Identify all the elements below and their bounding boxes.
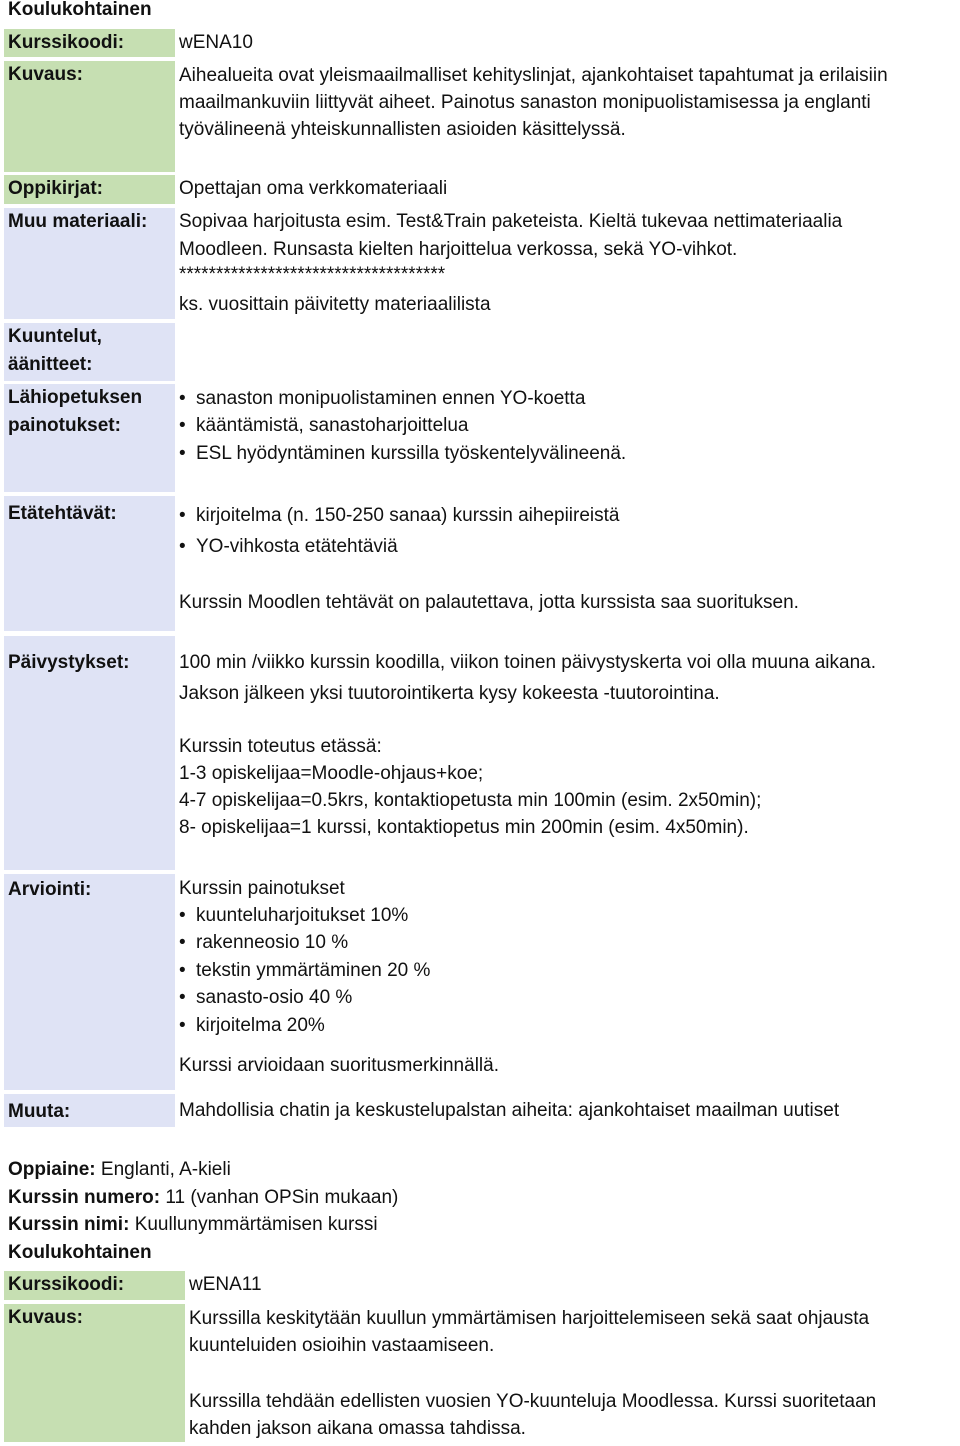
remote-tasks-label: Etätehtävät:: [4, 496, 175, 631]
subject-value: Englanti, A-kieli: [100, 1159, 231, 1180]
assessment-bullet: • sanasto-osio 40 %: [179, 984, 352, 1011]
listening-label-line1: Kuuntelut,: [8, 326, 102, 347]
textbooks-label: Oppikirjat:: [4, 175, 175, 204]
description-line: Kurssilla tehdään edellisten vuosien YO-kuunteluja Moodlessa. Kurssi suoritetaan: [189, 1391, 877, 1412]
description-label: Kuvaus:: [4, 61, 175, 172]
assessment-bullet: • kirjoitelma 20%: [179, 1012, 325, 1039]
description-line: kahden jakson aikana omassa tahdissa.: [189, 1418, 526, 1439]
remote-task-bullet: • kirjoitelma (n. 150-250 sanaa) kurssin aihepiireistä: [179, 502, 619, 529]
remote-implementation-line: 8- opiskelijaa=1 kurssi, kontaktiopetus min 200min (esim. 4x50min).: [179, 817, 749, 838]
other-material-line: Moodleen. Runsasta kielten harjoittelua verkossa, sekä YO-vihkot.: [179, 239, 738, 260]
assessment-bullet: • rakenneosio 10 %: [179, 929, 348, 956]
classroom-bullet: • sanaston monipuolistaminen ennen YO-koetta: [179, 385, 585, 412]
course-name-value: Kuullunymmärtämisen kurssi: [134, 1214, 378, 1235]
description-line: Kurssilla keskitytään kuullun ymmärtämisen harjoittelemiseen sekä saat ohjausta: [189, 1308, 870, 1329]
other-material-line: Sopivaa harjoitusta esim. Test&Train paketeista. Kieltä tukevaa nettimateriaalia: [179, 211, 843, 232]
classroom-emphasis-label: [4, 384, 175, 492]
assessment-bullet: • kuunteluharjoitukset 10%: [179, 902, 408, 929]
remote-tasks-note: Kurssin Moodlen tehtävät on palautettava, jotta kurssista saa suorituksen.: [179, 592, 799, 613]
listening-label-line2: äänitteet:: [8, 354, 93, 375]
description-line: työvälineenä yhteiskunnallisten asioiden käsittelyssä.: [179, 119, 626, 140]
section-header: Koulukohtainen: [8, 0, 152, 20]
classroom-bullet: • ESL hyödyntäminen kurssilla työskentelyvälineenä.: [179, 440, 626, 467]
listening-label: [4, 323, 175, 381]
course-number-line: [8, 1184, 398, 1211]
classroom-label-line1: Lähiopetuksen: [8, 387, 143, 408]
classroom-bullet: • kääntämistä, sanastoharjoittelua: [179, 412, 469, 439]
course-code-label: Kurssikoodi:: [4, 29, 175, 57]
course-number-label: Kurssin numero:: [8, 1187, 161, 1208]
other-material-line: ************************************: [179, 264, 446, 285]
subject-line: [8, 1156, 231, 1183]
misc-value: Mahdollisia chatin ja keskustelupalstan aiheita: ajankohtaiset maailman uutiset: [179, 1100, 840, 1121]
course-name-label: Kurssin nimi:: [8, 1214, 130, 1235]
other-material-line: ks. vuosittain päivitetty materiaalilista: [179, 294, 491, 315]
description-line: maailmankuviin liittyvät aiheet. Painotus sanaston monipuolistamisessa ja englanti: [179, 92, 871, 113]
course-code-label: Kurssikoodi:: [4, 1271, 185, 1300]
course-code-value: wENA11: [189, 1274, 262, 1295]
assessment-note: Kurssi arvioidaan suoritusmerkinnällä.: [179, 1055, 499, 1076]
remote-implementation-line: Kurssin toteutus etässä:: [179, 736, 382, 757]
description-line: Aihealueita ovat yleismaailmalliset kehityslinjat, ajankohtaiset tapahtumat ja erilaisiin: [179, 65, 888, 86]
office-hours-line: 100 min /viikko kurssin koodilla, viikon toinen päivystyskerta voi olla muuna aikana.: [179, 652, 877, 673]
assessment-heading: Kurssin painotukset: [179, 878, 345, 899]
course-number-value: 11 (vanhan OPSin mukaan): [165, 1187, 399, 1208]
misc-label: Muuta:: [4, 1094, 175, 1127]
subject-label: Oppiaine:: [8, 1159, 96, 1180]
remote-implementation-line: 1-3 opiskelijaa=Moodle-ohjaus+koe;: [179, 763, 484, 784]
section-header: Koulukohtainen: [8, 1242, 152, 1263]
course-name-line: [8, 1211, 378, 1238]
description-line: kuunteluiden osioihin vastaamiseen.: [189, 1335, 495, 1356]
office-hours-line: Jakson jälkeen yksi tuutorointikerta kysy kokeesta -tuutorointina.: [179, 683, 720, 704]
assessment-label: Arviointi:: [4, 874, 175, 1090]
other-material-label: Muu materiaali:: [4, 208, 175, 319]
course-code-value: wENA10: [179, 32, 253, 53]
textbooks-value: Opettajan oma verkkomateriaali: [179, 178, 448, 199]
remote-implementation-line: 4-7 opiskelijaa=0.5krs, kontaktiopetusta min 100min (esim. 2x50min);: [179, 790, 762, 811]
office-hours-label: Päivystykset:: [4, 636, 175, 870]
description-label: Kuvaus:: [4, 1304, 185, 1442]
assessment-bullet: • tekstin ymmärtäminen 20 %: [179, 957, 430, 984]
remote-task-bullet: • YO-vihkosta etätehtäviä: [179, 533, 398, 560]
classroom-label-line2: painotukset:: [8, 415, 121, 436]
